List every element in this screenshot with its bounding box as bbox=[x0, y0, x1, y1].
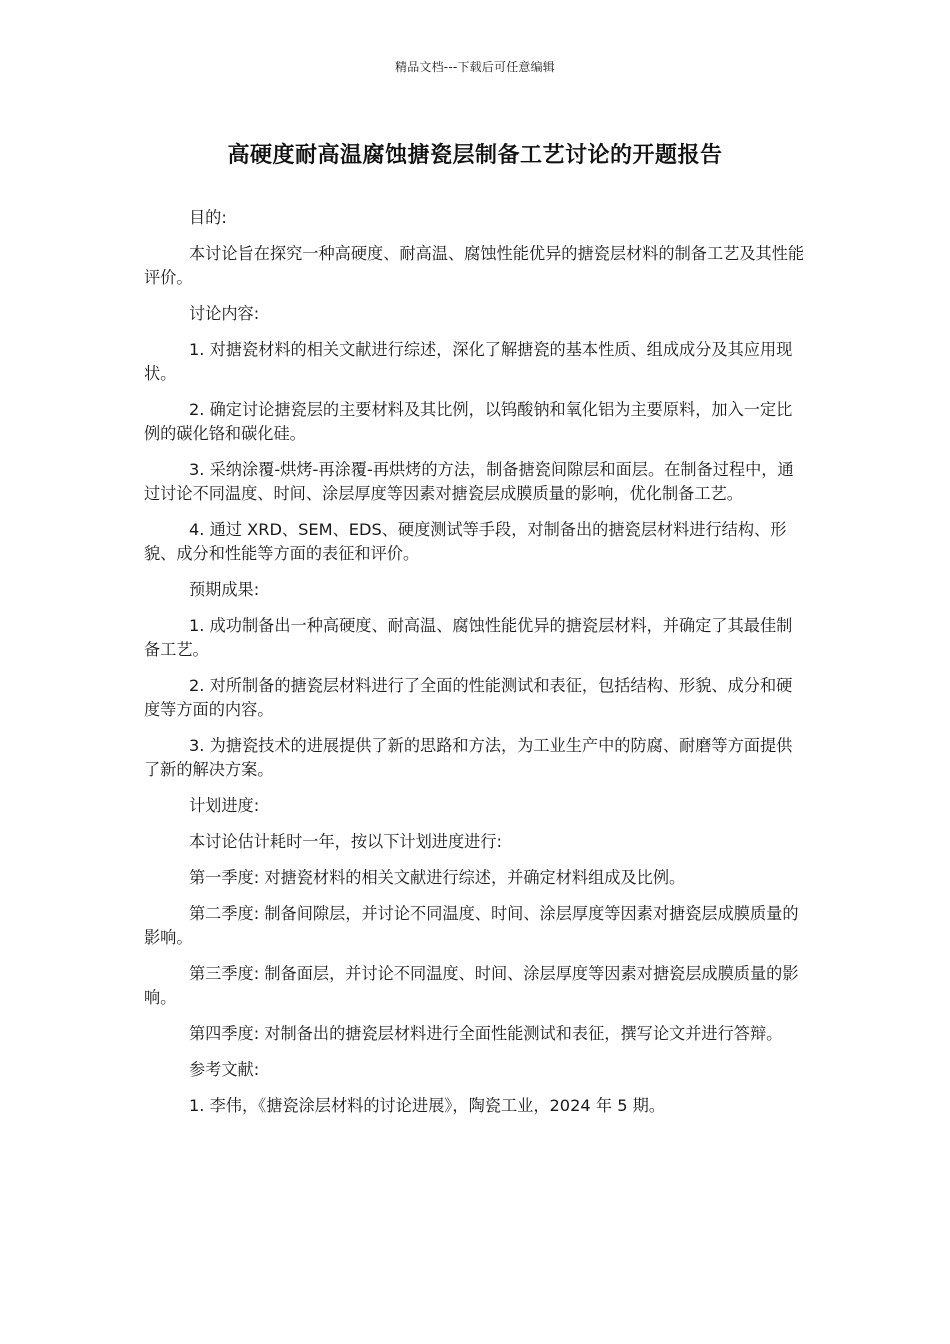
purpose-text: 本讨论旨在探究一种高硬度、耐高温、腐蚀性能优异的搪瓷层材料的制备工艺及其性能评价。 bbox=[144, 244, 805, 287]
section-heading-schedule: 计划进度: bbox=[189, 796, 260, 815]
schedule-q1: 第一季度: 对搪瓷材料的相关文献进行综述，并确定材料组成及比例。 bbox=[189, 868, 686, 887]
section-heading-content: 讨论内容: bbox=[189, 304, 260, 323]
schedule-intro: 本讨论估计耗时一年，按以下计划进度进行: bbox=[189, 832, 503, 851]
section-heading-purpose: 目的: bbox=[189, 208, 227, 227]
schedule-q3: 第三季度: 制备面层，并讨论不同温度、时间、涂层厚度等因素对搪瓷层成膜质量的影响。 bbox=[144, 964, 799, 1007]
section-heading-results: 预期成果: bbox=[189, 580, 260, 599]
schedule-q4: 第四季度: 对制备出的搪瓷层材料进行全面性能测试和表征，撰写论文并进行答辩。 bbox=[189, 1024, 783, 1043]
schedule-q2: 第二季度: 制备间隙层，并讨论不同温度、时间、涂层厚度等因素对搪瓷层成膜质量的影响。 bbox=[144, 904, 799, 947]
section-heading-references: 参考文献: bbox=[189, 1060, 260, 1079]
content-item-3: 3. 采纳涂覆-烘烤-再涂覆-再烘烤的方法，制备搪瓷间隙层和面层。在制备过程中，通过讨论不同温度、时间、涂层厚度等因素对搪瓷层成膜质量的影响，优化制备工艺。 bbox=[144, 460, 794, 503]
document-title: 高硬度耐高温腐蚀搪瓷层制备工艺讨论的开题报告 bbox=[227, 143, 723, 168]
content-item-4: 4. 通过 XRD、SEM、EDS、硬度测试等手段，对制备出的搪瓷层材料进行结构、形貌、成分和性能等方面的表征和评价。 bbox=[144, 520, 787, 563]
result-item-3: 3. 为搪瓷技术的进展提供了新的思路和方法，为工业生产中的防腐、耐磨等方面提供了新的解决方案。 bbox=[144, 736, 793, 779]
header-note: 精品文档---下载后可任意编辑 bbox=[395, 60, 555, 74]
document-body bbox=[144, 206, 806, 1130]
content-item-2: 2. 确定讨论搪瓷层的主要材料及其比例，以钨酸钠和氧化铝为主要原料，加入一定比例的碳化铬和碳化硅。 bbox=[144, 400, 793, 443]
reference-item-1: 1. 李伟，《搪瓷涂层材料的讨论进展》，陶瓷工业，2024 年 5 期。 bbox=[189, 1096, 666, 1115]
content-item-1: 1. 对搪瓷材料的相关文献进行综述，深化了解搪瓷的基本性质、组成成分及其应用现状。 bbox=[144, 340, 793, 383]
result-item-1: 1. 成功制备出一种高硬度、耐高温、腐蚀性能优异的搪瓷层材料，并确定了其最佳制备工艺。 bbox=[144, 616, 793, 659]
result-item-2: 2. 对所制备的搪瓷层材料进行了全面的性能测试和表征，包括结构、形貌、成分和硬度等方面的内容。 bbox=[144, 676, 793, 719]
